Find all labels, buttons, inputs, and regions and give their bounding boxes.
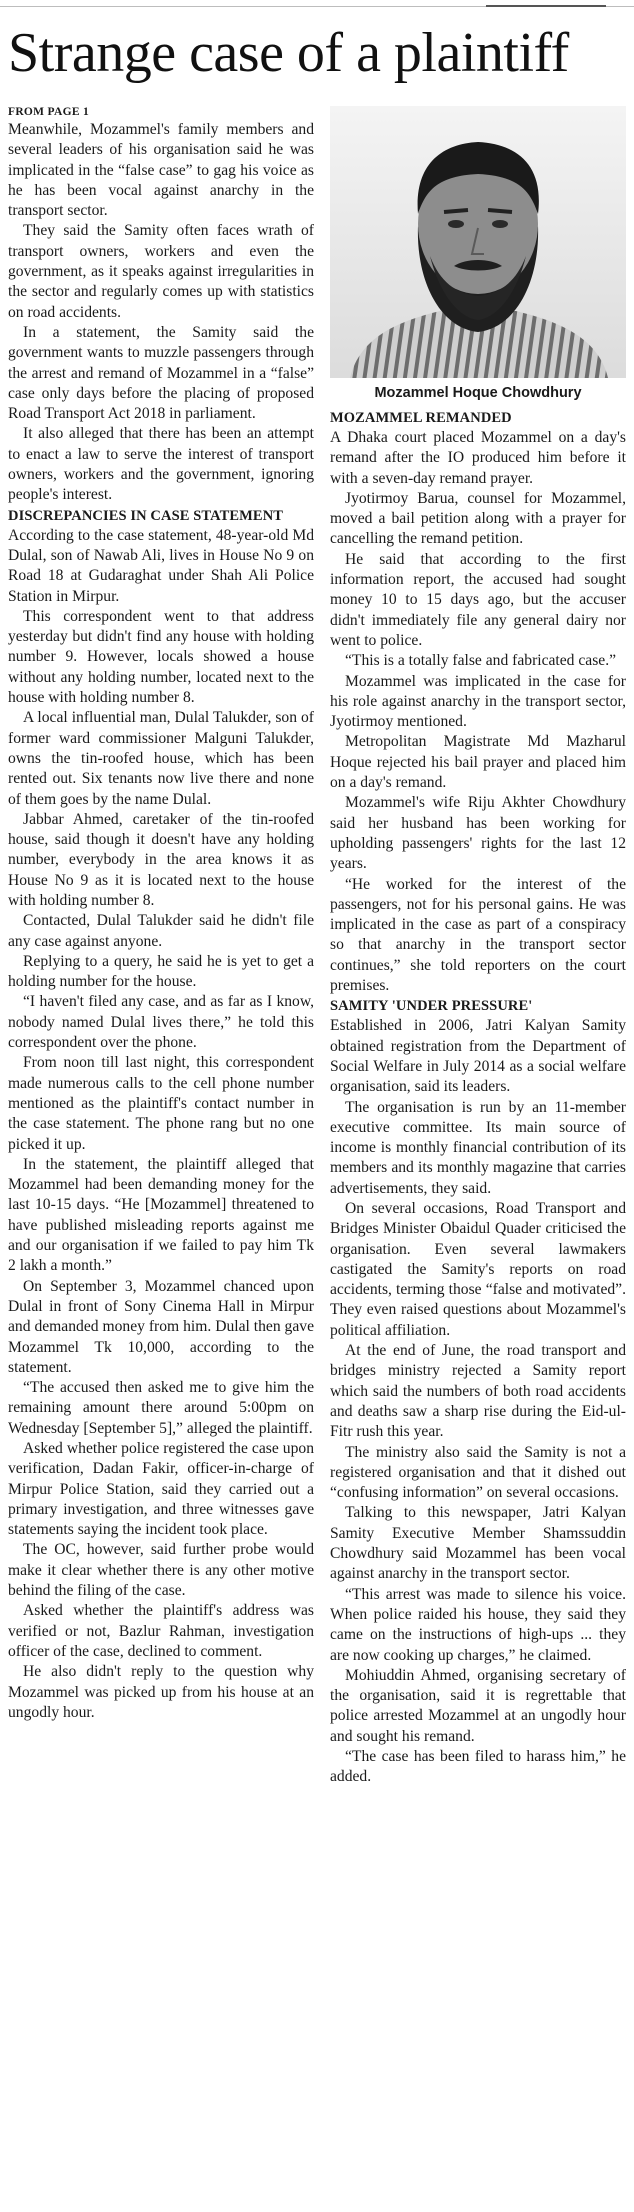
right-column xyxy=(330,106,626,2204)
article-paragraph: “I haven't filed any case, and as far as I know, nobody named Dulal lives there,” he told this correspondent over the phone. xyxy=(8,993,314,1052)
portrait-illustration xyxy=(330,106,626,378)
article-paragraph: “The accused then asked me to give him the remaining amount there around 5:00pm on Wednesday [September 5],” alleged the plaintiff. xyxy=(8,1379,314,1437)
article-paragraph: In a statement, the Samity said the government wants to muzzle passengers through the arrest and remand of Mozammel in a “false” case only days before the placing of proposed Road Transport Act 2018 in parliament. xyxy=(8,323,314,423)
article-paragraph: At the end of June, the road transport and bridges ministry rejected a Samity report which said the numbers of both road accidents and deaths saw a sharp rise during the Eid-ul-Fitr rush this year. xyxy=(330,1342,626,1441)
section-subhead: DISCREPANCIES IN CASE STATEMENT xyxy=(8,507,284,524)
article-paragraph: Mozammel was implicated in the case for his role against anarchy in the transport sector, Jyotirmoy mentioned. xyxy=(330,672,626,731)
article-paragraph: He said that according to the first information report, the accused had sought money 10 to 15 days ago, but the accuser didn't immediately file any general dairy nor went to police. xyxy=(330,550,626,649)
article-paragraph: The OC, however, said further probe would make it clear whether there is any other motive behind the filing of the case. xyxy=(8,1541,314,1600)
article-paragraph: On several occasions, Road Transport and Bridges Minister Obaidul Quader criticised the organisation. Even several lawmakers castigated the Samity's reports on road accidents, terming those “false and motivated”. They even raised questions about Mozammel's political affiliation. xyxy=(330,1199,626,1339)
article-paragraph: Contacted, Dulal Talukder said he didn't file any case against anyone. xyxy=(8,912,314,950)
article-paragraph: According to the case statement, 48-year-old Md Dulal, son of Nawab Ali, lives in House No 9 on Road 18 at Gudaraghat under Shah Ali Police Station in Mirpur. xyxy=(8,526,314,605)
article-paragraph: Replying to a query, he said he is yet to get a holding number for the house. xyxy=(8,952,314,991)
article-paragraph: On September 3, Mozammel chanced upon Dulal in front of Sony Cinema Hall in Mirpur and demanded money from him. Dulal then gave Mozammel Tk 10,000, according to the statement. xyxy=(8,1277,314,1376)
article-paragraph: It also alleged that there has been an attempt to enact a law to serve the interest of transport owners, workers and the government, ignoring people's interest. xyxy=(8,425,314,504)
article-paragraph: “He worked for the interest of the passengers, not for his personal gains. He was implicated in the case as part of a conspiracy so that anarchy in the transport sector continues,” she told reporters on the court premises. xyxy=(330,875,626,995)
article-paragraph: Mohiuddin Ahmed, organising secretary of the organisation, said it is regrettable that police arrested Mozammel at an ungodly hour and sought his remand. xyxy=(330,1666,626,1745)
headline: Strange case of a plaintiff xyxy=(8,22,569,84)
article-paragraph: Established in 2006, Jatri Kalyan Samity obtained registration from the Department of Social Welfare in July 2014 as a social welfare organisation, said its leaders. xyxy=(330,1017,626,1096)
photo-caption: Mozammel Hoque Chowdhury xyxy=(374,385,582,401)
right-column-body xyxy=(330,409,626,1788)
article-paragraph: From noon till last night, this correspondent made numerous calls to the cell phone number mentioned as the plaintiff's contact number in the case statement. The phone rang but no one picked it up. xyxy=(8,1054,314,1153)
article-paragraph: Meanwhile, Mozammel's family members and several leaders of his organisation said he was implicated in the “false case” to gag his voice as he has been vocal against anarchy in the transport sector. xyxy=(8,121,314,220)
article-paragraph: Asked whether the plaintiff's address was verified or not, Bazlur Rahman, investigation officer of the case, declined to comment. xyxy=(8,1602,314,1660)
top-page-marker xyxy=(486,0,606,7)
article-paragraph: This correspondent went to that address yesterday but didn't find any house with holding number 9. However, locals showed a house without any holding number, located next to the house with holding number 8. xyxy=(8,607,314,707)
left-column xyxy=(8,106,314,2204)
article-paragraph: A local influential man, Dulal Talukder, son of former ward commissioner Malguni Talukder, owns the tin-roofed house, which has been rented out. Six tenants now live there and none of them goes by the name Dulal. xyxy=(8,709,314,808)
article-paragraph: Talking to this newspaper, Jatri Kalyan Samity Executive Member Shamssuddin Chowdhury said Mozammel has been vocal against anarchy in the transport sector. xyxy=(330,1504,626,1583)
section-subhead: MOZAMMEL REMANDED xyxy=(330,410,512,426)
article-paragraph: Jabbar Ahmed, caretaker of the tin-roofed house, said though it doesn't have any holding number, everybody in the area knows it as House No 9 as it is located next to the house with holding number 8. xyxy=(8,810,314,909)
article-paragraph: “This arrest was made to silence his voice. When police raided his house, they said they came on the instructions of high-ups ... they are now cooking up charges,” he claimed. xyxy=(330,1585,626,1664)
article-paragraph: In the statement, the plaintiff alleged that Mozammel had been demanding money for the last 10-15 days. “He [Mozammel] threatened to have published misleading reports against me and our organisation if we failed to pay him Tk 2 lakh a month.” xyxy=(8,1155,314,1275)
jump-line: FROM PAGE 1 xyxy=(8,106,90,118)
section-subhead: SAMITY 'UNDER PRESSURE' xyxy=(330,998,533,1015)
article-paragraph: He also didn't reply to the question why Mozammel was picked up from his house at an ungodly hour. xyxy=(8,1663,314,1721)
article-paragraph: Metropolitan Magistrate Md Mazharul Hoque rejected his bail prayer and placed him on a day's remand. xyxy=(330,733,626,792)
article-paragraph: Jyotirmoy Barua, counsel for Mozammel, moved a bail petition along with a prayer for cancelling the remand petition. xyxy=(330,489,626,548)
article-paragraph: They said the Samity often faces wrath of transport owners, workers and even the government, as it speaks against irregularities in the sector and regularly comes up with statistics on road accidents. xyxy=(8,222,314,321)
article-paragraph: The ministry also said the Samity is not a registered organisation and that it dished out “confusing information” on several occasions. xyxy=(330,1443,626,1502)
portrait-photo xyxy=(330,106,626,378)
article-paragraph: The organisation is run by an 11-member executive committee. Its main source of income is monthly financial contribution of its members and its monthly magazine that carries advertisements, they said. xyxy=(330,1098,626,1197)
article-paragraph: Mozammel's wife Riju Akhter Chowdhury said her husband has been working for upholding passengers' rights for the last 12 years. xyxy=(330,794,626,873)
article-paragraph: “The case has been filed to harass him,” he added. xyxy=(330,1748,626,1786)
article-paragraph: A Dhaka court placed Mozammel on a day's remand after the IO produced him before it with a seven-day remand prayer. xyxy=(330,429,626,487)
article-paragraph: Asked whether police registered the case upon verification, Dadan Fakir, officer-in-charge of Mirpur Police Station, said they carried out a primary investigation, and three witnesses gave statements saying the incident took place. xyxy=(8,1440,314,1539)
article-paragraph: “This is a totally false and fabricated case.” xyxy=(345,652,617,670)
left-column-body xyxy=(8,120,314,1723)
